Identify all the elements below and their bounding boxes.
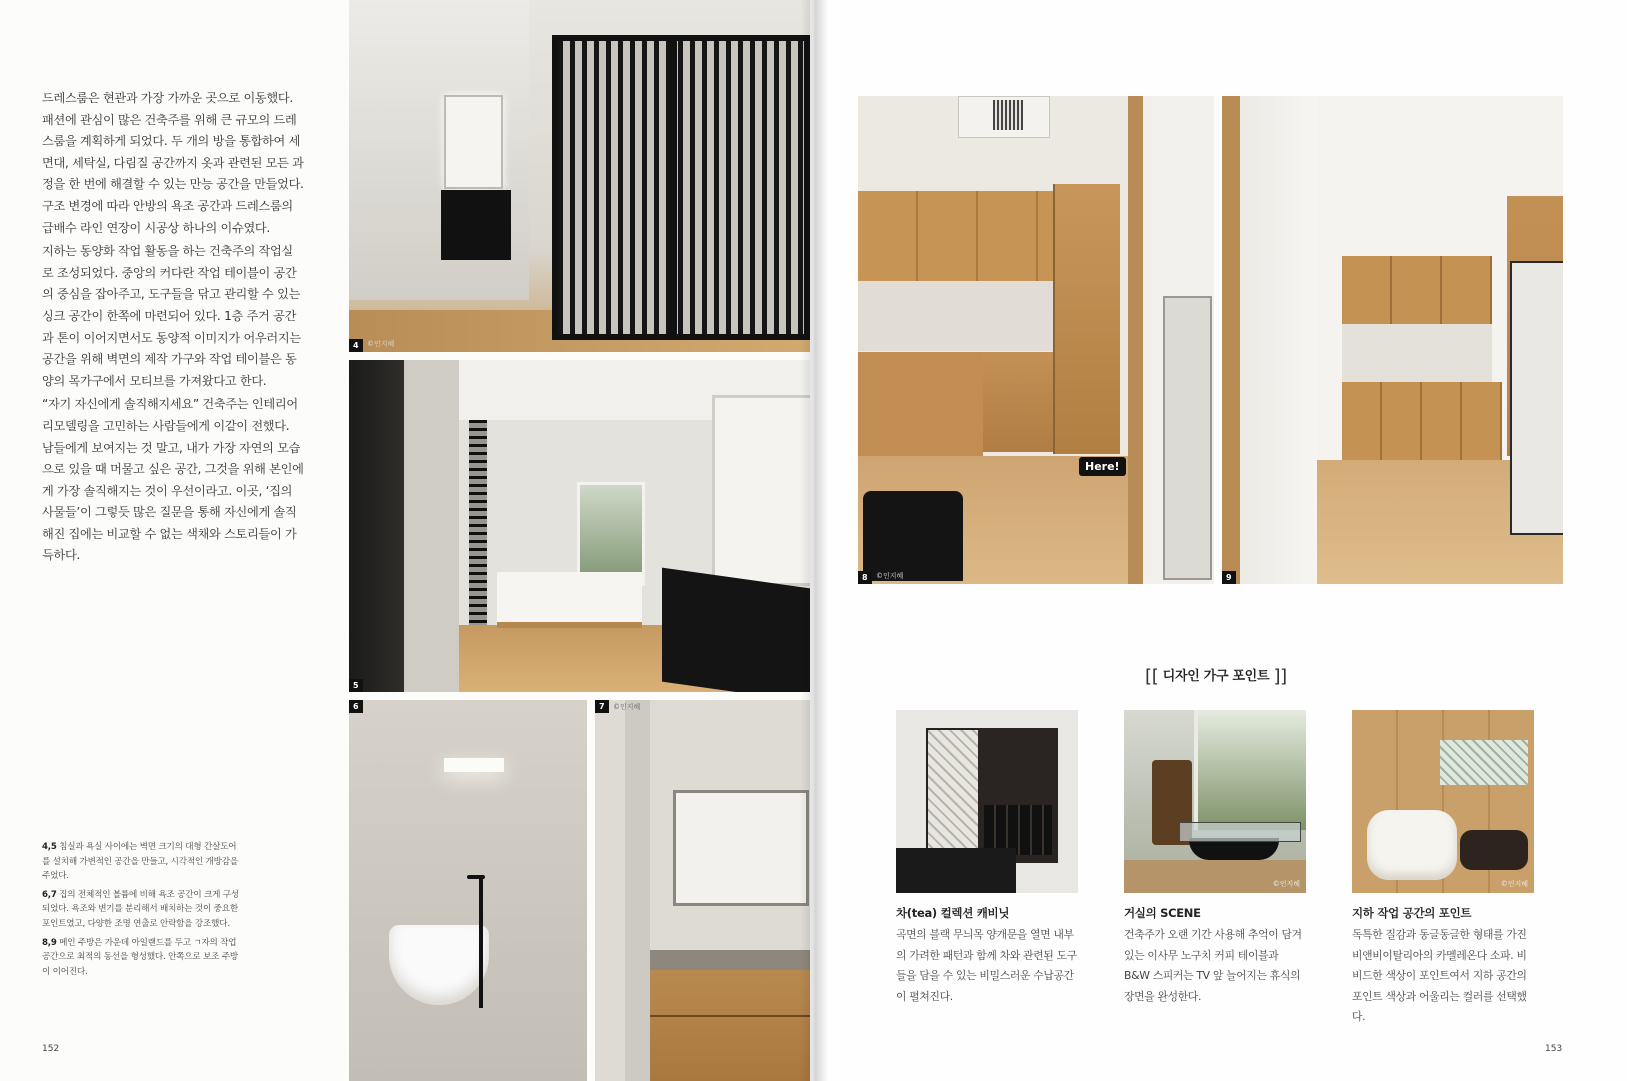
- furniture-item-basement-sofa: [1352, 710, 1534, 1028]
- caption-number: 4,5: [42, 842, 57, 852]
- photo-number: 7: [595, 700, 609, 713]
- photo-credit: ©인지혜: [1500, 880, 1528, 888]
- photo-vanity: [595, 700, 810, 1081]
- caption-text: 메인 주방은 가운데 아일랜드를 두고 ㄱ자의 작업 공간으로 최적의 동선을 형성했다. 안쪽으로 보조 주방이 이어진다.: [42, 937, 238, 977]
- article-body: [42, 88, 304, 569]
- caption-text: 집의 전체적인 볼륨에 비해 욕조 공간이 크게 구성되었다. 욕조와 변기를 분리해서 배치하는 것이 중요한 포인트였고, 다양한 조명 연출로 안락함을 강조했다.: [42, 889, 239, 929]
- item-title: 지하 작업 공간의 포인트: [1352, 906, 1472, 920]
- photo-credit: ©인지혜: [1272, 880, 1300, 888]
- caption-8-9: [42, 936, 242, 980]
- caption-number: 6,7: [42, 889, 57, 900]
- section-title-text: 디자인 가구 포인트: [1162, 669, 1270, 684]
- photo-captions: [42, 840, 242, 983]
- paragraph-2: 지하는 동양화 작업 활동을 하는 건축주의 작업실로 조성되었다. 중앙의 커다란 작업 테이블이 공간의 중심을 잡아주고, 도구들을 닦고 관리할 수 있는 싱크 공간이 한쪽에 마련되어 있다. 1층 주거 공간과 톤이 이어지면서도 동양적 이미지가 어우러지는 공간을 위해 벽면의 제작 가구와 작업 테이블은 동양의 목가구에서 모티브를 가져왔다고 한다.: [42, 244, 301, 388]
- left-page: [0, 0, 812, 1081]
- photo-credit: ©인지혜: [613, 703, 641, 711]
- item-image: [896, 710, 1078, 893]
- page-number-right: 153: [1545, 1044, 1563, 1054]
- photo-number: 5: [349, 679, 363, 692]
- page-number-left: 152: [42, 1044, 60, 1054]
- caption-number: 8,9: [42, 937, 57, 948]
- paragraph-1: 드레스룸은 현관과 가장 가까운 곳으로 이동했다. 패션에 관심이 많은 건축주를 위해 큰 규모의 드레스룸을 계획하게 되었다. 두 개의 방을 통합하여 세면대, 세탁실, 다림질 공간까지 옷과 관련된 모든 과정을 한 번에 해결할 수 있는 만능 공간을 만들었다. 구조 변경에 따라 안방의 욕조 공간과 드레스룸의 급배수 라인 연장이 시공상 하나의 이슈였다.: [42, 91, 304, 235]
- item-text: 곡면의 블랙 무늬목 양개문을 열면 내부의 가려한 패턴과 함께 차와 관련된 도구들을 담을 수 있는 비밀스러운 수납공간이 펼쳐진다.: [896, 928, 1077, 1003]
- caption-4-5: [42, 840, 242, 884]
- photo-number: 6: [349, 700, 363, 713]
- item-text: 건축주가 오랜 기간 사용해 추억이 담겨 있는 이사무 노구치 커피 테이블과 B&W 스피커는 TV 앞 늘어지는 휴식의 장면을 완성한다.: [1124, 928, 1302, 1003]
- caption-6-7: [42, 888, 242, 932]
- photo-number: 9: [1222, 571, 1236, 584]
- photo-number: 8: [858, 571, 872, 584]
- furniture-item-tea-cabinet: [896, 710, 1078, 1007]
- photo-number: 4: [349, 339, 363, 352]
- book-gutter: [800, 0, 828, 1081]
- section-title: [[ 디자인 가구 포인트 ]]: [1145, 666, 1287, 687]
- photo-credit: ©인지혜: [367, 340, 395, 348]
- photo-bedroom: [349, 360, 810, 692]
- photo-credit: ©인지혜: [876, 572, 904, 580]
- item-image: [1124, 710, 1306, 893]
- photo-kitchen: [858, 96, 1214, 584]
- here-badge: Here!: [1079, 457, 1126, 476]
- caption-text: 침실과 욕실 사이에는 벽면 크기의 대형 간살도어를 설치해 가변적인 공간을 만들고, 시각적인 개방감을 주었다.: [42, 842, 238, 882]
- photo-bathtub: [349, 700, 587, 1081]
- photo-bathroom-screen: [349, 0, 810, 352]
- furniture-item-living-scene: [1124, 710, 1306, 1007]
- item-image: [1352, 710, 1534, 893]
- photo-sub-kitchen: [1222, 96, 1563, 584]
- item-text: 독특한 질감과 동글동글한 형태를 가진 비앤비이탈리아의 카멜레온다 소파. 비비드한 색상이 포인트여서 지하 공간의 포인트 색상과 어울리는 컬러를 선택했다.: [1352, 928, 1527, 1023]
- item-title: 거실의 SCENE: [1124, 906, 1201, 920]
- paragraph-3: “자기 자신에게 솔직해지세요” 건축주는 인테리어 리모델링을 고민하는 사람들에게 이같이 전했다. 남들에게 보여지는 것 말고, 내가 가장 자연의 모습으로 있을 때 머물고 싶은 공간, 그것을 위해 본인에게 가장 솔직해지는 것이 우선이라고. 이곳, ‘집의 사물들’이 그렇듯 많은 질문을 통해 자신에게 솔직해진 집에는 비교할 수 없는 색채와 스토리들이 가득하다.: [42, 397, 304, 563]
- item-title: 차(tea) 컬렉션 캐비닛: [896, 906, 1010, 920]
